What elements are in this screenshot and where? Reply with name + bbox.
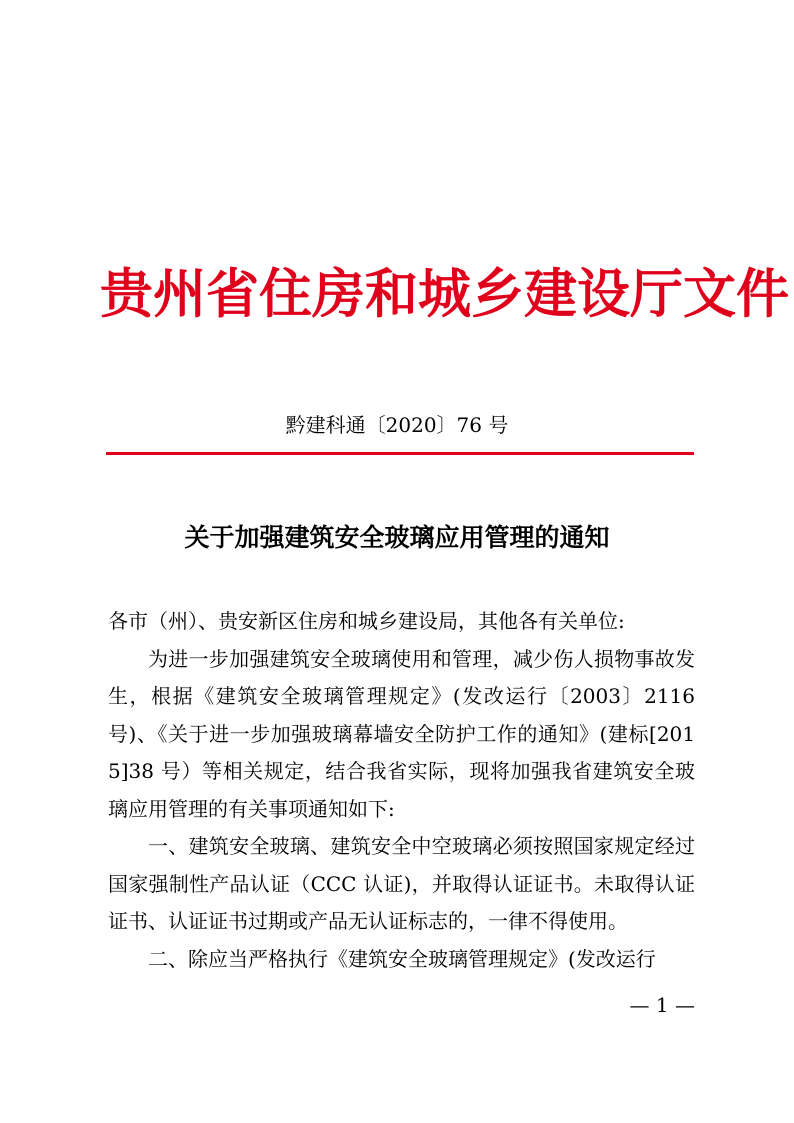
salutation: 各市（州）、贵安新区住房和城乡建设局，其他各有关单位: xyxy=(108,609,625,633)
document-masthead: 贵州省住房和城乡建设厅文件 xyxy=(100,263,789,325)
document-title: 关于加强建筑安全玻璃应用管理的通知 xyxy=(184,523,610,552)
paragraph-item-2: 二、除应当严格执行《建筑安全玻璃管理规定》(发改运行 xyxy=(148,946,656,971)
paragraph-intro: 为进一步加强建筑安全玻璃使用和管理，减少伤人损物事故发生，根据《建筑安全玻璃管理规定》(发改运行〔2003〕2116 号)、《关于进一步加强玻璃幕墙安全防护工作的通知》(建标[2015]38 号）等相关规定，结合我省实际，现将加强我省建筑安全玻璃应用管理的有关事项通知如下: xyxy=(108,646,695,821)
document-number: 黔建科通〔2020〕76 号 xyxy=(285,413,509,437)
page-number: — 1 — xyxy=(629,993,695,1017)
document-body xyxy=(108,603,695,978)
red-divider-line xyxy=(106,452,694,455)
paragraph-item-1: 一、建筑安全玻璃、建筑安全中空玻璃必须按照国家规定经过国家强制性产品认证（CCC 认证)，并取得认证证书。未取得认证证书、认证证书过期或产品无认证标志的，一律不得使用。 xyxy=(108,834,695,933)
